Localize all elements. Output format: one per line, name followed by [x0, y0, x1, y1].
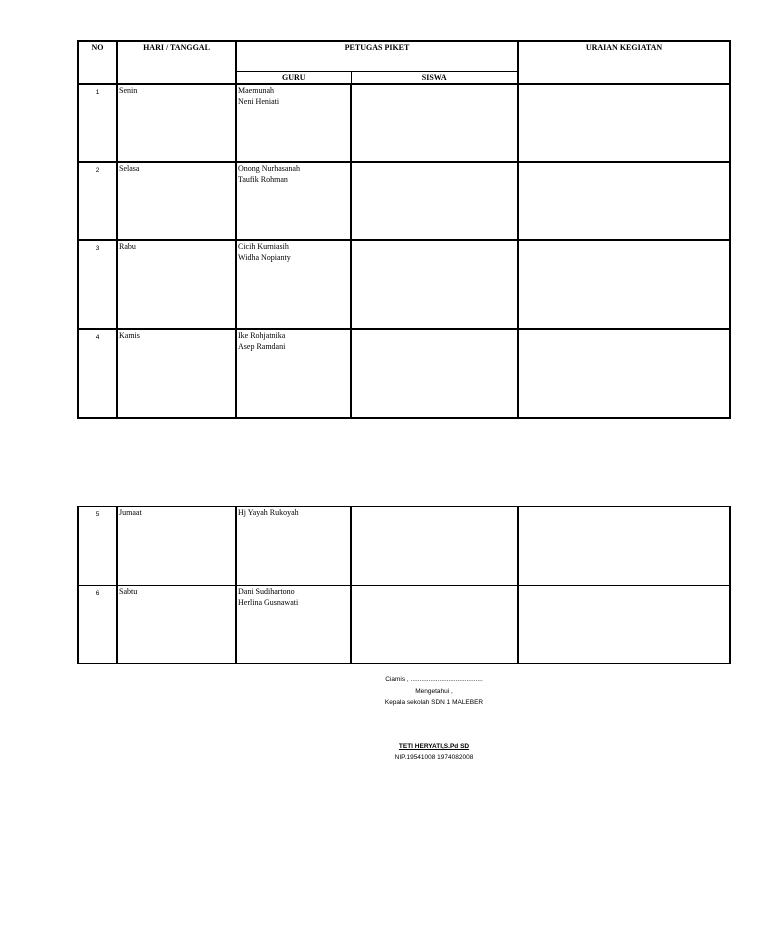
- signature-place-date: Ciamis , ........................................: [385, 676, 483, 683]
- row-uraian: [518, 84, 730, 162]
- row-siswa: [351, 240, 518, 329]
- signature-nip: NIP.19541008 1974082008: [394, 754, 474, 761]
- row-siswa: [351, 507, 518, 586]
- row-guru: Cicih Kurniasih Widha Nopianty: [236, 240, 351, 329]
- row-siswa: [351, 162, 518, 240]
- row-no: 2: [78, 162, 117, 240]
- header-siswa: SISWA: [351, 71, 518, 84]
- signature-name: TETI HERYATI,S.Pd SD: [398, 743, 470, 750]
- row-hari: Sabtu: [117, 586, 236, 664]
- signature-position: Kepala sekolah SDN 1 MALEBER: [384, 699, 484, 706]
- table-row: [78, 586, 730, 664]
- table-row: [78, 507, 730, 586]
- schedule-table-bottom: [77, 506, 731, 664]
- schedule-table-top: [77, 40, 731, 419]
- row-hari: Selasa: [117, 162, 236, 240]
- row-hari: Kamis: [117, 329, 236, 418]
- row-guru: Hj Yayah Rukoyah: [236, 507, 351, 586]
- header-petugas: PETUGAS PIKET: [236, 41, 518, 71]
- header-no: NO: [78, 41, 117, 84]
- row-uraian: [518, 240, 730, 329]
- row-guru: Dani Sudihartono Herlina Gusnawati: [236, 586, 351, 664]
- row-hari: Rabu: [117, 240, 236, 329]
- row-no: 3: [78, 240, 117, 329]
- row-no: 1: [78, 84, 117, 162]
- row-no: 6: [78, 586, 117, 664]
- row-uraian: [518, 162, 730, 240]
- header-guru: GURU: [236, 71, 351, 84]
- row-siswa: [351, 586, 518, 664]
- header-hari: HARI / TANGGAL: [117, 41, 236, 84]
- row-guru: Ike Rohjatnika Asep Ramdani: [236, 329, 351, 418]
- table-row: [78, 240, 730, 329]
- table-row: [78, 329, 730, 418]
- row-uraian: [518, 329, 730, 418]
- header-uraian: URAIAN KEGIATAN: [518, 41, 730, 84]
- row-guru: Maemunah Neni Heniati: [236, 84, 351, 162]
- row-guru: Onong Nurhasanah Taufik Rohman: [236, 162, 351, 240]
- row-uraian: [518, 586, 730, 664]
- row-hari: Jumaat: [117, 507, 236, 586]
- row-no: 5: [78, 507, 117, 586]
- row-no: 4: [78, 329, 117, 418]
- table-row: [78, 84, 730, 162]
- table-row: [78, 162, 730, 240]
- row-uraian: [518, 507, 730, 586]
- row-siswa: [351, 329, 518, 418]
- row-siswa: [351, 84, 518, 162]
- row-hari: Senin: [117, 84, 236, 162]
- signature-acknowledged: Mengetahui ,: [415, 688, 453, 695]
